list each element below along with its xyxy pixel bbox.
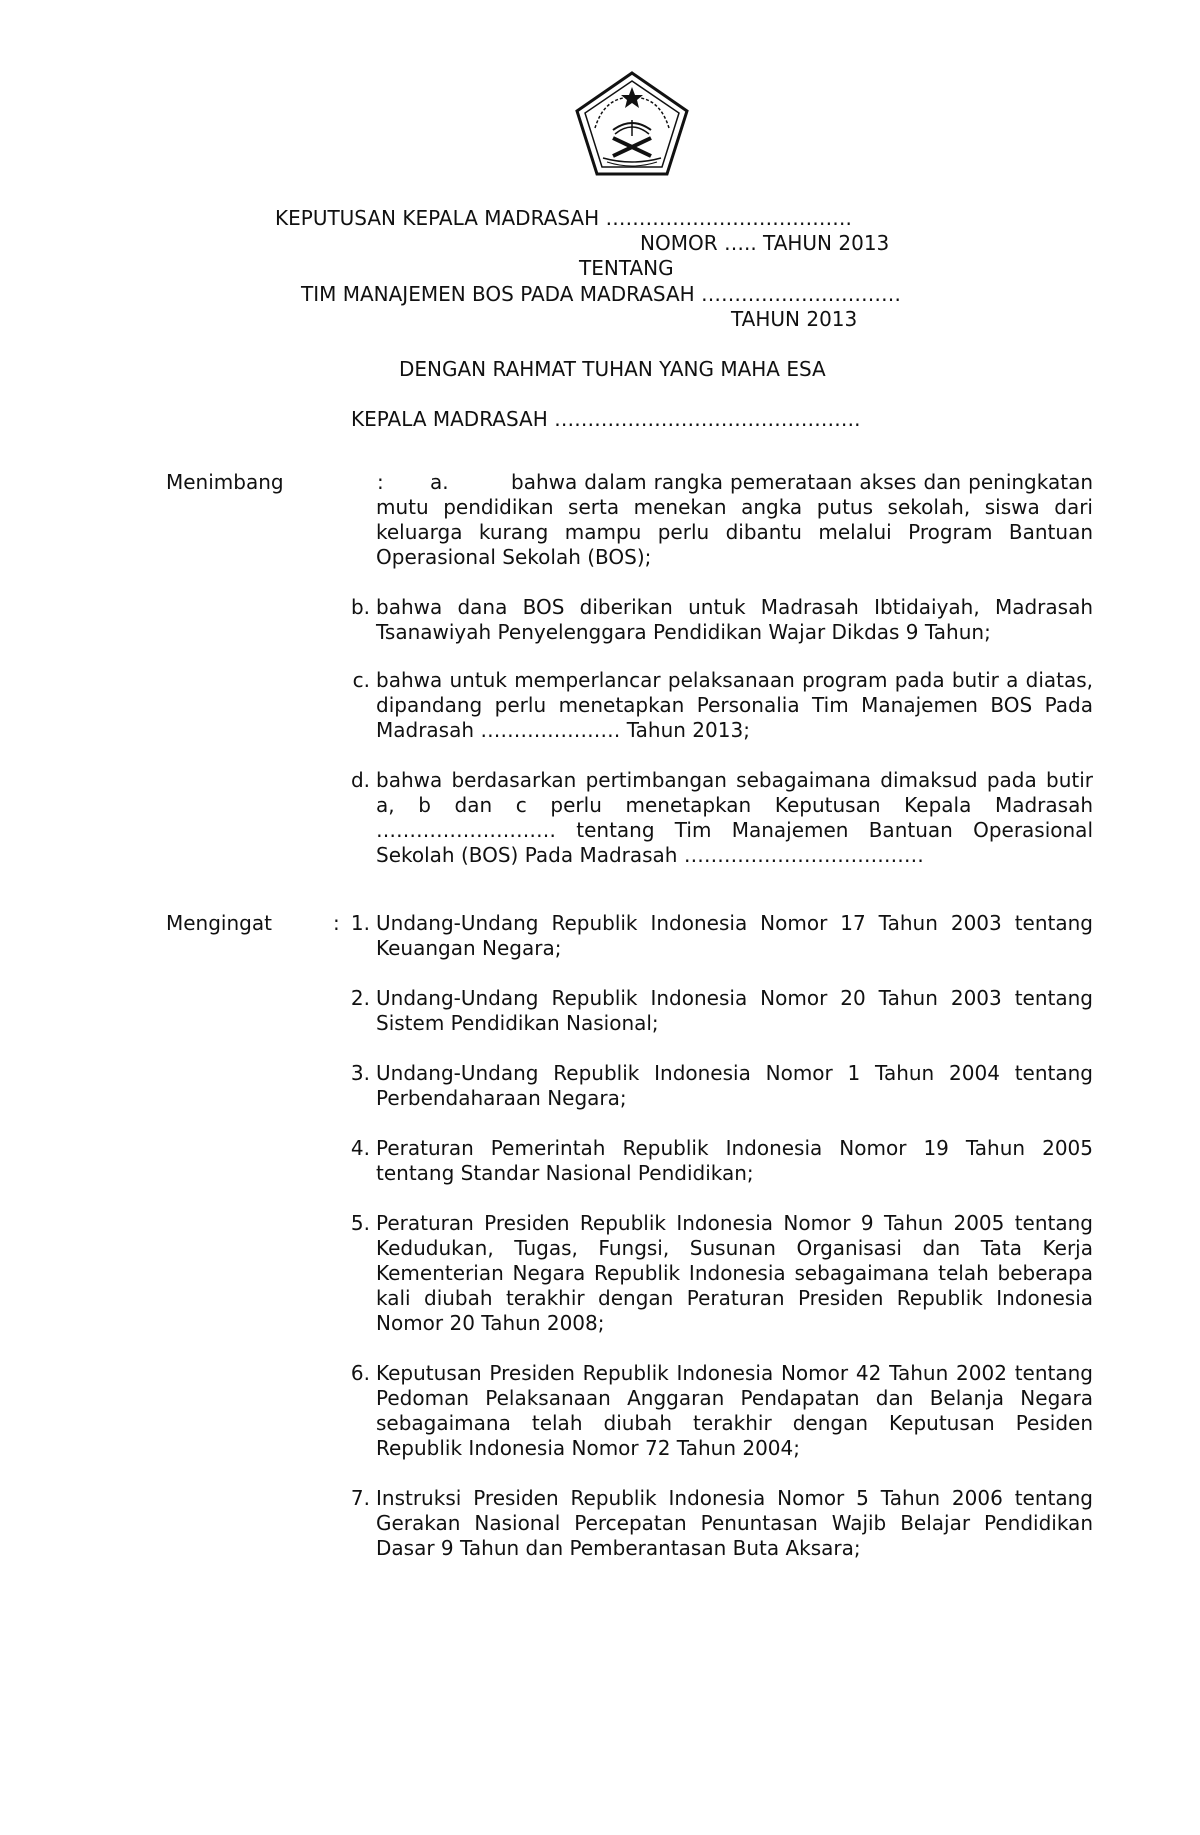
decree-number: NOMOR ….. TAHUN 2013 (640, 231, 890, 255)
menimbang-marker-c: c. (352, 668, 370, 692)
menimbang-colon: : (377, 470, 384, 494)
mengingat-marker-5: 5. (350, 1211, 370, 1235)
menimbang-marker-d: d. (350, 768, 370, 792)
mengingat-item-5: Peraturan Presiden Republik Indonesia Nomor 9 Tahun 2005 tentang Kedudukan, Tugas, Fungsi, Susunan Organisasi dan Tata Kerja Kementerian Negara Republik Indonesia sebagaimana telah beberapa kali diubah terakhir dengan Peraturan Presiden Republik Indonesia Nomor 20 Tahun 2008; (376, 1211, 1093, 1335)
ministry-emblem-icon (573, 70, 691, 178)
decree-year: TAHUN 2013 (731, 307, 858, 331)
decree-title: KEPUTUSAN KEPALA MADRASAH ………………………………. (275, 206, 852, 230)
menimbang-item-a: bahwa dalam rangka pemerataan akses dan peningkatan mutu pendidikan serta menekan angka putus sekolah, siswa dari keluarga kurang mampu perlu dibantu melalui Program Bantuan Operasional Sekolah (BOS); (376, 470, 1093, 569)
mengingat-marker-3: 3. (350, 1061, 370, 1085)
menimbang-item-d: bahwa berdasarkan pertimbangan sebagaimana dimaksud pada butir a, b dan c perlu menetapkan Keputusan Kepala Madrasah ……………………… tentang Tim Manajemen Bantuan Operasional Sekolah (BOS) Pada Madrasah ……………………………… (376, 768, 1093, 867)
mengingat-item-1: Undang-Undang Republik Indonesia Nomor 17 Tahun 2003 tentang Keuangan Negara; (376, 911, 1093, 960)
mengingat-marker-1: 1. (350, 911, 370, 935)
mengingat-item-4: Peraturan Pemerintah Republik Indonesia Nomor 19 Tahun 2005 tentang Standar Nasional Pendidikan; (376, 1136, 1093, 1185)
menimbang-label: Menimbang (166, 470, 284, 494)
mengingat-label: Mengingat (166, 911, 272, 935)
official-title: KEPALA MADRASAH ………………………………………. (351, 407, 861, 431)
decree-tentang: TENTANG (579, 256, 674, 280)
menimbang-marker-b: b. (350, 595, 370, 619)
menimbang-item-c: bahwa untuk memperlancar pelaksanaan program pada butir a diatas, dipandang perlu menetapkan Personalia Tim Manajemen BOS Pada Madrasah ………………… Tahun 2013; (376, 668, 1093, 742)
mengingat-marker-4: 4. (350, 1136, 370, 1160)
mengingat-marker-2: 2. (350, 986, 370, 1010)
mengingat-marker-7: 7. (350, 1486, 370, 1510)
invocation: DENGAN RAHMAT TUHAN YANG MAHA ESA (399, 357, 826, 381)
mengingat-item-6: Keputusan Presiden Republik Indonesia Nomor 42 Tahun 2002 tentang Pedoman Pelaksanaan Anggaran Pendapatan dan Belanja Negara sebagaimana telah diubah terakhir dengan Keputusan Pesiden Republik Indonesia Nomor 72 Tahun 2004; (376, 1361, 1093, 1460)
decree-subject: TIM MANAJEMEN BOS PADA MADRASAH ………………………… (301, 282, 902, 306)
mengingat-item-3: Undang-Undang Republik Indonesia Nomor 1 Tahun 2004 tentang Perbendaharaan Negara; (376, 1061, 1093, 1110)
menimbang-item-b: bahwa dana BOS diberikan untuk Madrasah Ibtidaiyah, Madrasah Tsanawiyah Penyelenggara Pendidikan Wajar Dikdas 9 Tahun; (376, 595, 1093, 644)
mengingat-item-2: Undang-Undang Republik Indonesia Nomor 20 Tahun 2003 tentang Sistem Pendidikan Nasional; (376, 986, 1093, 1035)
menimbang-marker-a: a. (430, 470, 449, 494)
mengingat-colon: : (333, 911, 340, 935)
mengingat-marker-6: 6. (350, 1361, 370, 1385)
mengingat-item-7: Instruksi Presiden Republik Indonesia Nomor 5 Tahun 2006 tentang Gerakan Nasional Percepatan Penuntasan Wajib Belajar Pendidikan Dasar 9 Tahun dan Pemberantasan Buta Aksara; (376, 1486, 1093, 1560)
